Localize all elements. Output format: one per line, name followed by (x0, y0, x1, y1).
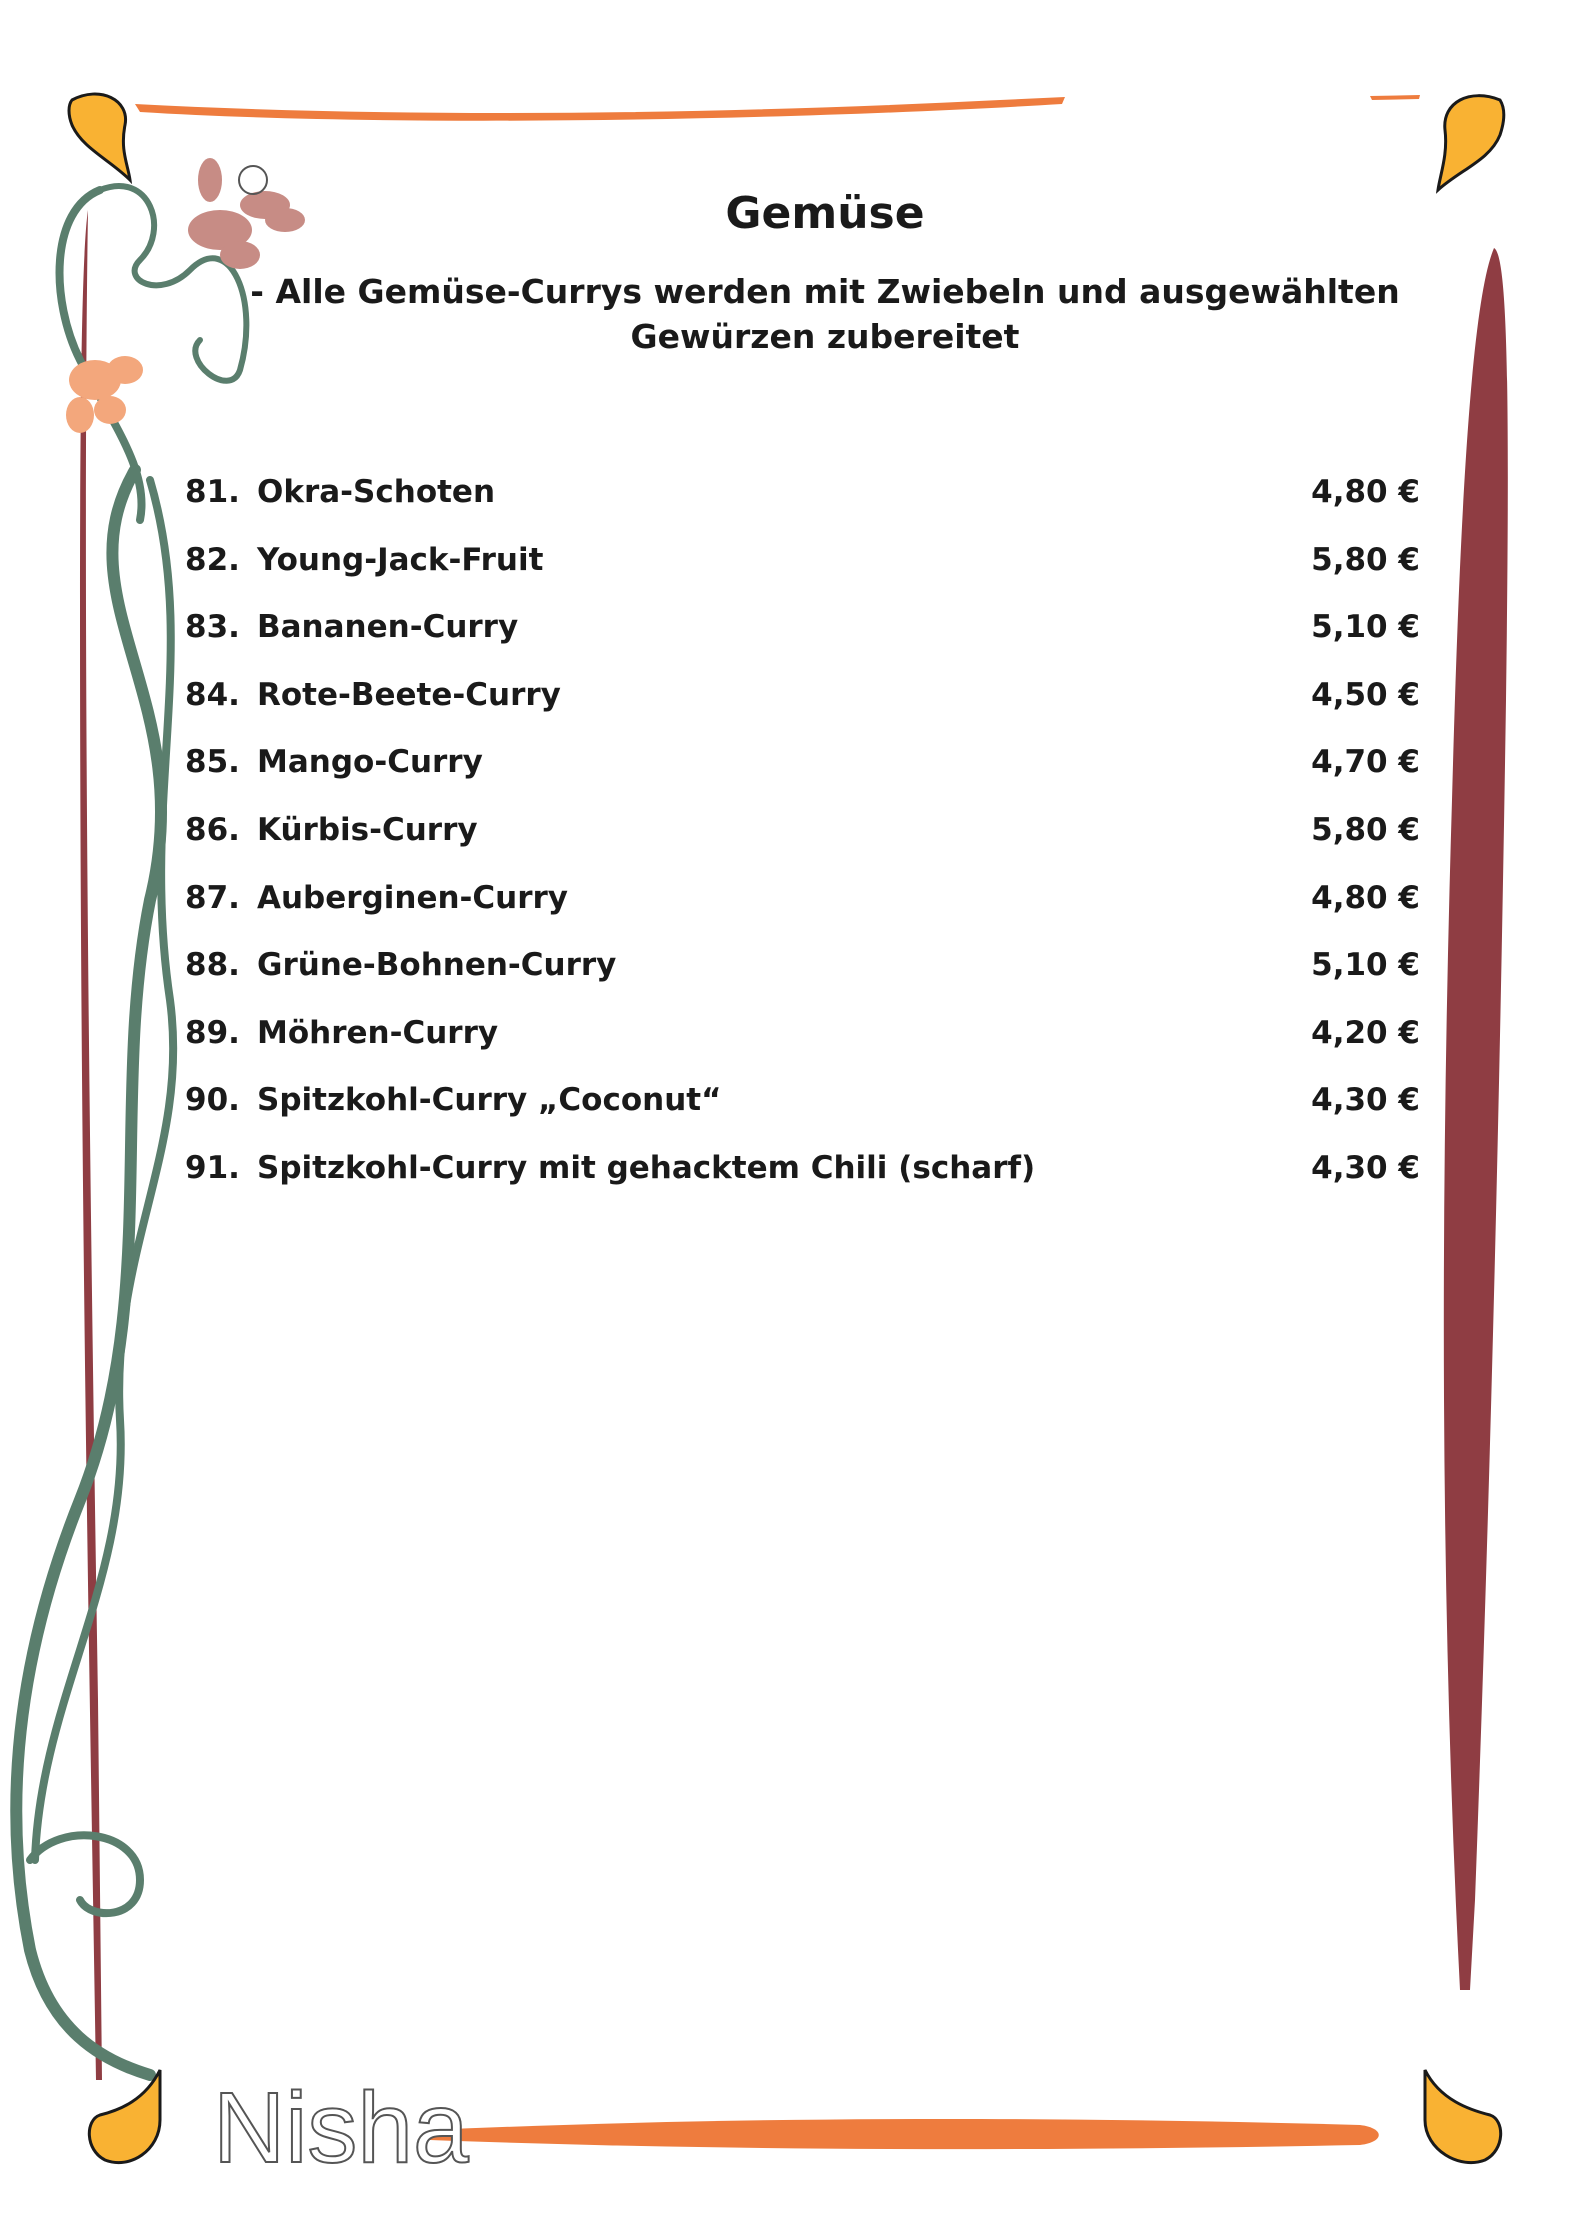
corner-leaf-icon (69, 94, 130, 180)
menu-item (185, 609, 1420, 677)
item-price: 5,10 € (1311, 609, 1420, 646)
item-number: 88. (185, 947, 240, 984)
item-name: Spitzkohl-Curry „Coconut“ (257, 1082, 722, 1119)
item-number: 91. (185, 1149, 240, 1186)
item-name: Kürbis-Curry (257, 811, 478, 848)
right-red-stroke (1444, 248, 1508, 1990)
menu-item (185, 812, 1420, 880)
corner-leaf-icon (89, 2070, 160, 2163)
item-name: Möhren-Curry (257, 1014, 499, 1051)
bottom-orange-stroke (430, 2119, 1379, 2149)
subtitle-line-1: - Alle Gemüse-Currys werden mit Zwiebeln und ausgewählten (250, 272, 1400, 311)
menu-item (185, 880, 1420, 948)
item-price: 4,20 € (1311, 1014, 1420, 1051)
menu-item (185, 1150, 1420, 1218)
menu-item (185, 542, 1420, 610)
menu-item (185, 947, 1420, 1015)
item-name: Grüne-Bohnen-Curry (257, 947, 617, 984)
item-number: 81. (185, 474, 240, 510)
item-price: 5,80 € (1311, 541, 1420, 578)
item-name: Okra-Schoten (257, 474, 496, 510)
menu-item (185, 1015, 1420, 1083)
corner-leaf-icon (1425, 2070, 1501, 2163)
corner-leaf-icon (1438, 96, 1504, 190)
item-number: 90. (185, 1082, 240, 1119)
item-name: Rote-Beete-Curry (257, 676, 561, 713)
left-red-stroke (80, 210, 102, 2080)
item-price: 4,30 € (1311, 1149, 1420, 1186)
top-orange-stroke (135, 97, 1065, 121)
item-number: 89. (185, 1014, 240, 1051)
item-name: Young-Jack-Fruit (257, 541, 544, 578)
top-right-orange-stroke (1370, 95, 1420, 100)
page-subtitle (180, 269, 1470, 359)
item-number: 86. (185, 811, 240, 848)
menu-item (185, 677, 1420, 745)
item-name: Bananen-Curry (257, 609, 519, 646)
item-number: 84. (185, 676, 240, 713)
menu-item (185, 744, 1420, 812)
item-number: 87. (185, 879, 240, 916)
logo-text: Nisha (213, 2072, 469, 2184)
item-price: 4,80 € (1311, 879, 1420, 916)
orange-flower-icon (66, 356, 143, 433)
item-price: 4,80 € (1311, 474, 1420, 510)
menu-list (185, 474, 1420, 1218)
item-name: Auberginen-Curry (257, 879, 569, 916)
item-name: Spitzkohl-Curry mit gehacktem Chili (scharf) (257, 1149, 1036, 1186)
item-number: 83. (185, 609, 240, 646)
page-title: Gemüse (725, 188, 925, 239)
item-price: 4,70 € (1311, 744, 1420, 781)
item-price: 5,80 € (1311, 811, 1420, 848)
item-number: 82. (185, 541, 240, 578)
item-price: 4,30 € (1311, 1082, 1420, 1119)
menu-item (185, 474, 1420, 542)
menu-item (185, 1082, 1420, 1150)
item-number: 85. (185, 744, 240, 781)
item-name: Mango-Curry (257, 744, 483, 781)
subtitle-line-2: Gewürzen zubereitet (630, 317, 1020, 356)
item-price: 4,50 € (1311, 676, 1420, 713)
item-price: 5,10 € (1311, 947, 1420, 984)
